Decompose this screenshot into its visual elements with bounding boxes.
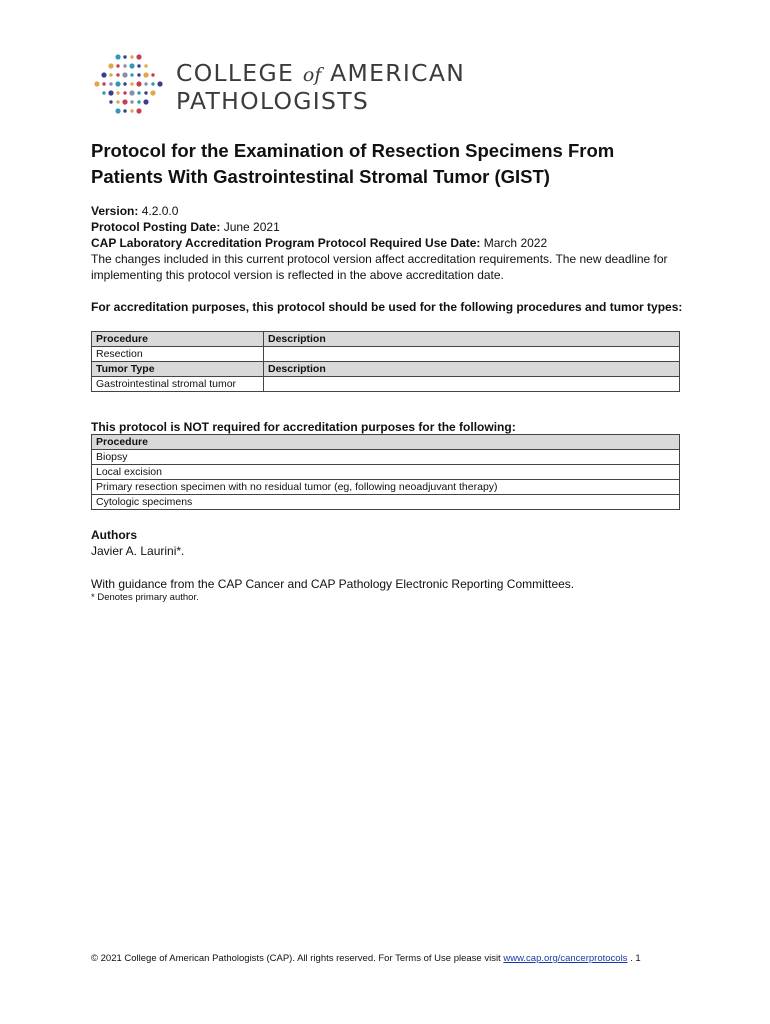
primary-author-note: * Denotes primary author. xyxy=(91,592,199,603)
logo-dot xyxy=(137,64,140,67)
logo-dot xyxy=(130,55,133,58)
version-label: Version: xyxy=(91,204,139,218)
table-header-row xyxy=(92,332,680,347)
logo-dot xyxy=(115,54,120,59)
table-header-row xyxy=(92,435,680,450)
table-row xyxy=(92,450,680,465)
description-cell xyxy=(264,347,680,362)
logo-dot xyxy=(123,64,126,67)
logo-dot xyxy=(130,82,133,85)
logo-dot xyxy=(102,91,105,94)
procedure-cell: Local excision xyxy=(92,465,680,480)
version-value: 4.2.0.0 xyxy=(141,204,179,218)
cap-logo-wordmark xyxy=(176,60,465,114)
copyright-text: © 2021 College of American Pathologists (CAP). All rights reserved. For Terms of Use please visit xyxy=(91,953,501,964)
changes-note: The changes included in this current protocol version affect accreditation requirements. The new deadline for implementing this protocol version is reflected in the above accreditation date. xyxy=(91,252,668,282)
logo-dot xyxy=(123,55,126,58)
tumor-description-cell xyxy=(264,377,680,392)
document-title: Protocol for the Examination of Resection Specimens From Patients With Gastrointestinal Stromal Tumor (GIST) xyxy=(91,140,615,187)
procedure-cell: Cytologic specimens xyxy=(92,495,680,510)
logo-dot xyxy=(102,82,105,85)
logo-word-american: AMERICAN xyxy=(330,59,466,87)
required-date-value: March 2022 xyxy=(483,236,548,250)
logo-dot xyxy=(150,90,155,95)
required-date-label: CAP Laboratory Accreditation Program Protocol Required Use Date: xyxy=(91,236,481,250)
logo-dot xyxy=(129,90,134,95)
logo-dot xyxy=(123,109,126,112)
logo-dot xyxy=(109,82,112,85)
not-required-table xyxy=(91,434,680,510)
logo-dot xyxy=(116,64,119,67)
logo-dot xyxy=(137,100,140,103)
logo-dot xyxy=(151,73,154,76)
logo-dot xyxy=(136,81,141,86)
logo-dot xyxy=(144,82,147,85)
logo-word-college: COLLEGE xyxy=(176,59,295,87)
cap-logo xyxy=(92,52,492,118)
logo-dot xyxy=(143,72,148,77)
posting-date-label: Protocol Posting Date: xyxy=(91,220,221,234)
logo-dot xyxy=(137,73,140,76)
logo-dot xyxy=(144,91,147,94)
procedure-cell: Biopsy xyxy=(92,450,680,465)
logo-dot xyxy=(108,63,113,68)
table-row xyxy=(92,480,680,495)
description-header: Description xyxy=(264,332,680,347)
authors-heading: Authors xyxy=(91,528,137,542)
required-date-line xyxy=(91,235,691,251)
logo-dot xyxy=(130,73,133,76)
logo-dot xyxy=(108,90,113,95)
logo-dot xyxy=(123,82,126,85)
logo-dot xyxy=(143,99,148,104)
cap-logo-dots-icon xyxy=(92,52,164,118)
page-number: . 1 xyxy=(630,953,641,964)
logo-dot xyxy=(109,73,112,76)
logo-dot xyxy=(130,100,133,103)
logo-dot xyxy=(115,108,120,113)
procedure-cell: Primary resection specimen with no residual tumor (eg, following neoadjuvant therapy) xyxy=(92,480,680,495)
logo-dot xyxy=(101,72,106,77)
procedure-cell: Resection xyxy=(92,347,264,362)
logo-dot xyxy=(94,81,99,86)
table-row xyxy=(92,465,680,480)
tumor-type-header: Tumor Type xyxy=(92,362,264,377)
tumor-type-cell: Gastrointestinal stromal tumor xyxy=(92,377,264,392)
logo-dot xyxy=(123,91,126,94)
table-row xyxy=(92,495,680,510)
logo-dot xyxy=(122,72,127,77)
logo-dot xyxy=(151,82,154,85)
logo-dot xyxy=(144,64,147,67)
logo-word-pathologists: PATHOLOGISTS xyxy=(176,87,370,115)
logo-dot xyxy=(130,109,133,112)
logo-dot xyxy=(109,100,112,103)
logo-dot xyxy=(115,81,120,86)
logo-dot xyxy=(137,91,140,94)
not-required-heading: This protocol is NOT required for accreditation purposes for the following: xyxy=(91,420,516,434)
protocol-metadata xyxy=(91,203,691,283)
table-row xyxy=(92,377,680,392)
procedure-header: Procedure xyxy=(92,332,264,347)
procedure-header: Procedure xyxy=(92,435,680,450)
accreditation-table xyxy=(91,331,680,392)
authors-names: Javier A. Laurini*. xyxy=(91,544,185,558)
logo-dot xyxy=(136,108,141,113)
posting-date-line xyxy=(91,219,691,235)
posting-date-value: June 2021 xyxy=(223,220,280,234)
tumor-description-header: Description xyxy=(264,362,680,377)
logo-word-of: of xyxy=(302,64,322,86)
logo-dot xyxy=(136,54,141,59)
accreditation-heading: For accreditation purposes, this protocol should be used for the following procedures and tumor types: xyxy=(91,300,683,314)
guidance-text: With guidance from the CAP Cancer and CAP Pathology Electronic Reporting Committees. xyxy=(91,577,575,591)
logo-dot xyxy=(116,91,119,94)
logo-dot xyxy=(116,73,119,76)
page-footer xyxy=(91,953,691,965)
logo-dot xyxy=(116,100,119,103)
table-header-row xyxy=(92,362,680,377)
logo-dot xyxy=(122,99,127,104)
version-line xyxy=(91,203,691,219)
logo-dot xyxy=(129,63,134,68)
cancer-protocols-link[interactable]: www.cap.org/cancerprotocols xyxy=(503,953,628,964)
logo-dot xyxy=(157,81,162,86)
table-row xyxy=(92,347,680,362)
